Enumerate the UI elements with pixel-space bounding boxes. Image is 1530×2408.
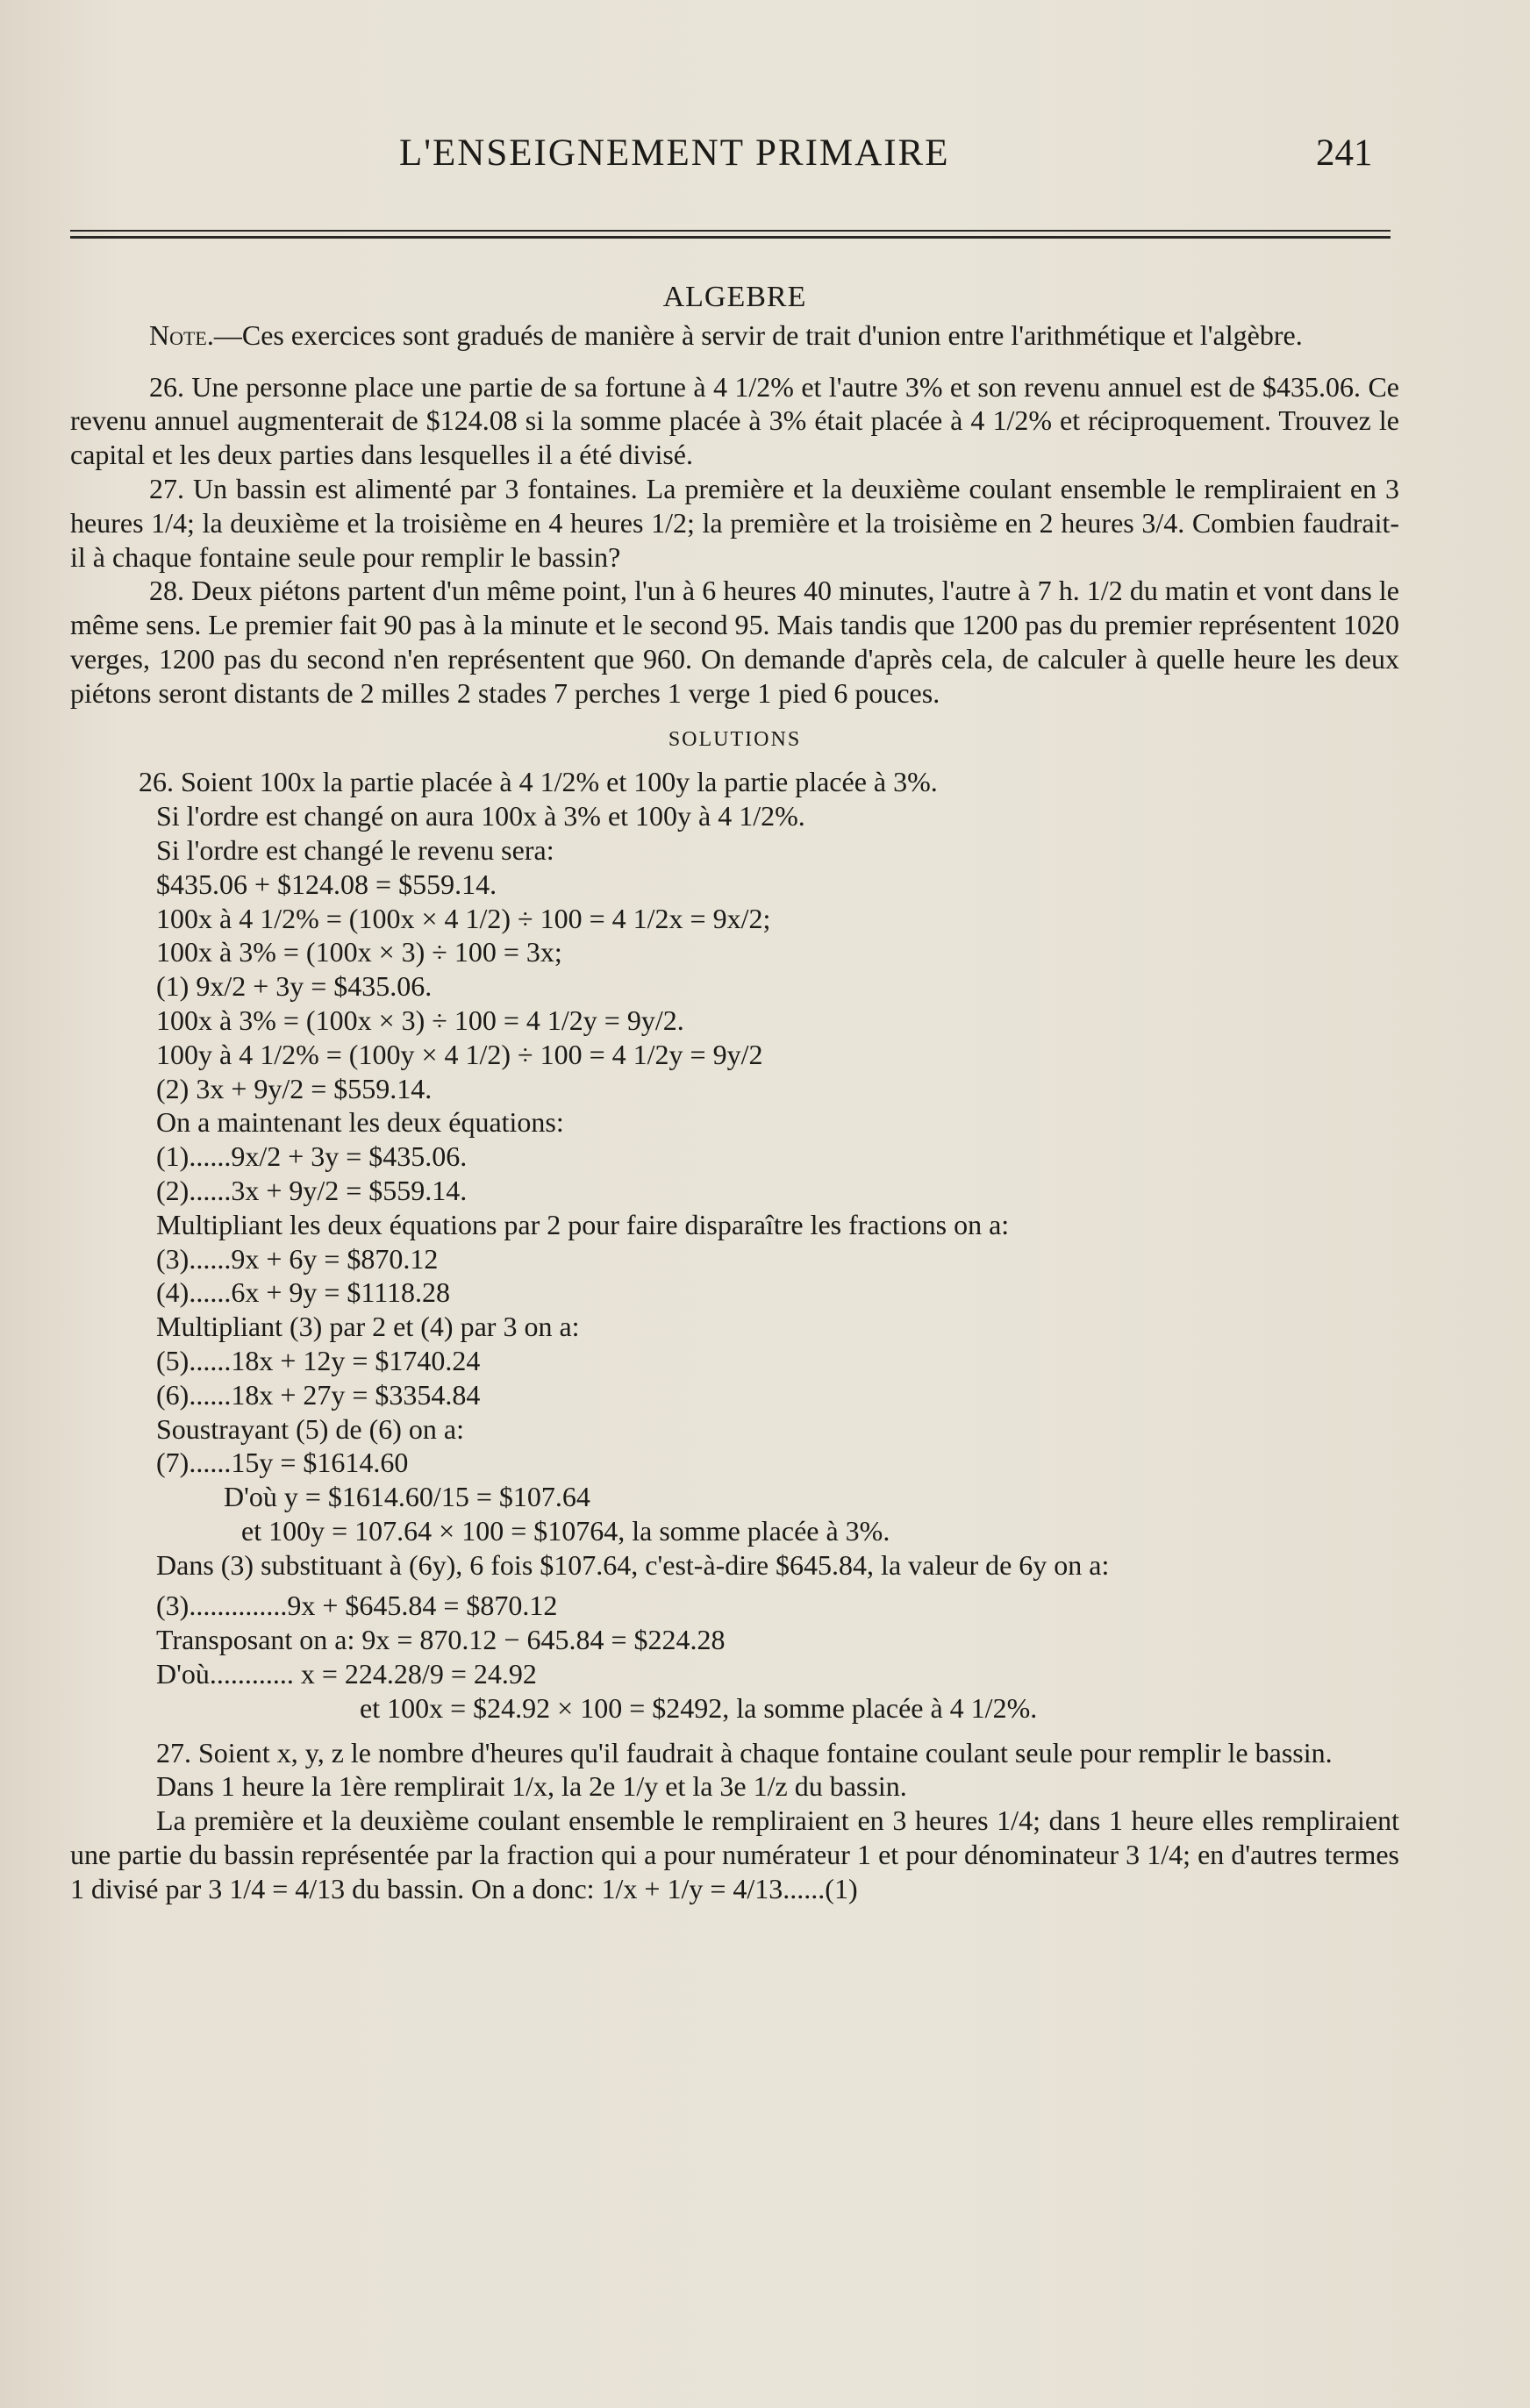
solution-26-dans-3: Dans (3) substituant à (6y), 6 fois $107.64, c'est-à-dire $645.84, la valeur de 6y on a: [156, 1548, 1110, 1581]
solution-26-eq-3: (3)..............9x + $645.84 = $870.12 [156, 1590, 558, 1622]
section-title: ALGEBRE [662, 281, 807, 313]
solution-26-et-100y: et 100y = 107.64 × 100 = $10764, la somme placée à 3%. [241, 1514, 890, 1547]
solution-26-et-100x: et 100x = $24.92 × 100 = $2492, la somme placée à 4 1/2%. [360, 1691, 1038, 1724]
solution-26-line: Soustrayant (5) de (6) on a: [156, 1412, 465, 1445]
solution-27-line-1: Dans 1 heure la 1ère remplirait 1/x, la 2e 1/y et la 3e 1/z du bassin. [156, 1770, 907, 1803]
solution-27 [70, 1736, 1399, 1906]
solution-26-line: (5)......18x + 12y = $1740.24 [156, 1344, 481, 1376]
solution-26-dou-y: D'où y = $1614.60/15 = $107.64 [224, 1481, 590, 1513]
solution-26-line: 100x à 4 1/2% = (100x × 4 1/2) ÷ 100 = 4 1/2x = 9x/2; [156, 902, 771, 934]
solution-26-line: On a maintenant les deux équations: [156, 1106, 564, 1139]
solution-26-transposant: Transposant on a: 9x = 870.12 − 645.84 = $224.28 [156, 1624, 726, 1656]
page-header [0, 132, 1530, 193]
note-text: —Ces exercices sont gradués de manière à servir de trait d'union entre l'arithmétique et l'algèbre. [213, 318, 1303, 351]
solution-26-line: $435.06 + $124.08 = $559.14. [156, 868, 497, 900]
solution-26-line: Si l'ordre est changé le revenu sera: [156, 833, 554, 866]
spacer [70, 1726, 1399, 1736]
problem-28: 28. Deux piétons partent d'un même point, l'un à 6 heures 40 minutes, l'autre à 7 h. 1/2 du matin et vont dans le même sens. Le premier fait 90 pas à la minute et le second 95. Mais tandis que 1200 pas du premier représentent 1020 verges, 1200 pas du second n'en représentent que 960. On demande d'après cela, de calculer à quelle heure les deux piétons seront distants de 2 milles 2 stades 7 perches 1 verge 1 pied 6 pouces. [70, 575, 1399, 709]
solution-26-line: Multipliant les deux équations par 2 pour faire disparaître les fractions on a: [156, 1208, 1010, 1240]
page-number: 241 [1316, 132, 1373, 174]
header-rule-thick [70, 236, 1391, 239]
solution-26-line: (7)......15y = $1614.60 [156, 1447, 409, 1479]
note-label: Note. [149, 318, 214, 351]
problem-26: 26. Une personne place une partie de sa fortune à 4 1/2% et l'autre 3% et son revenu annuel est de $435.06. Ce revenu annuel augmenterait de $124.08 si la somme placée à 3% était placée à 4 1/2% et réciproquement. Trouvez le capital et les deux parties dans lesquelles il a été divisé. [70, 370, 1399, 471]
solution-26-dou-x: D'où............ x = 224.28/9 = 24.92 [156, 1658, 537, 1690]
solutions-title: SOLUTIONS [668, 727, 802, 751]
solution-26-line: (2) 3x + 9y/2 = $559.14. [156, 1072, 433, 1104]
header-rule-thin [70, 230, 1391, 232]
solution-26-line: Multipliant (3) par 2 et (4) par 3 on a: [156, 1311, 580, 1343]
solution-26-line: (4)......6x + 9y = $1118.28 [156, 1276, 451, 1309]
note-paragraph [70, 318, 1399, 353]
solution-27-line-2: La première et la deuxième coulant ensemble le rempliraient en 3 heures 1/4; dans 1 heure elles rempliraient une partie du bassin représentée par la fraction qui a pour numérateur 1 et pour dénominateur 3 1/4; en d'autres termes 1 divisé par 3 1/4 = 4/13 du bassin. On a donc: 1/x + 1/y = 4/13......(1) [70, 1804, 1399, 1904]
solution-26-line: Si l'ordre est changé on aura 100x à 3% et 100y à 4 1/2%. [156, 800, 805, 832]
running-title: L'ENSEIGNEMENT PRIMAIRE [399, 132, 950, 174]
solution-26-line: 100y à 4 1/2% = (100y × 4 1/2) ÷ 100 = 4 1/2y = 9y/2 [156, 1038, 763, 1070]
solution-26-line: (6)......18x + 27y = $3354.84 [156, 1378, 481, 1411]
solution-26 [70, 765, 1399, 1725]
solution-26-line: (3)......9x + 6y = $870.12 [156, 1242, 439, 1275]
solution-26-line: (1)......9x/2 + 3y = $435.06. [156, 1140, 468, 1173]
problem-27: 27. Un bassin est alimenté par 3 fontaines. La première et la deuxième coulant ensemble le rempliraient en 3 heures 1/4; la deuxième et la troisième en 4 heures 1/2; la première et la troisième en 2 heures 3/4. Combien faudrait-il à chaque fontaine seule pour remplir le bassin? [70, 472, 1399, 573]
page-body [70, 281, 1399, 1906]
solution-27-intro: 27. Soient x, y, z le nombre d'heures qu'il faudrait à chaque fontaine coulant seule pour remplir le bassin. [156, 1736, 1333, 1768]
solution-26-line: (2)......3x + 9y/2 = $559.14. [156, 1174, 468, 1206]
solution-26-line: (1) 9x/2 + 3y = $435.06. [156, 970, 433, 1003]
solution-26-intro: 26. Soient 100x la partie placée à 4 1/2% et 100y la partie placée à 3%. [139, 766, 938, 798]
solution-26-line: 100x à 3% = (100x × 3) ÷ 100 = 3x; [156, 936, 562, 968]
solution-26-line: 100x à 3% = (100x × 3) ÷ 100 = 4 1/2y = 9y/2. [156, 1004, 684, 1036]
